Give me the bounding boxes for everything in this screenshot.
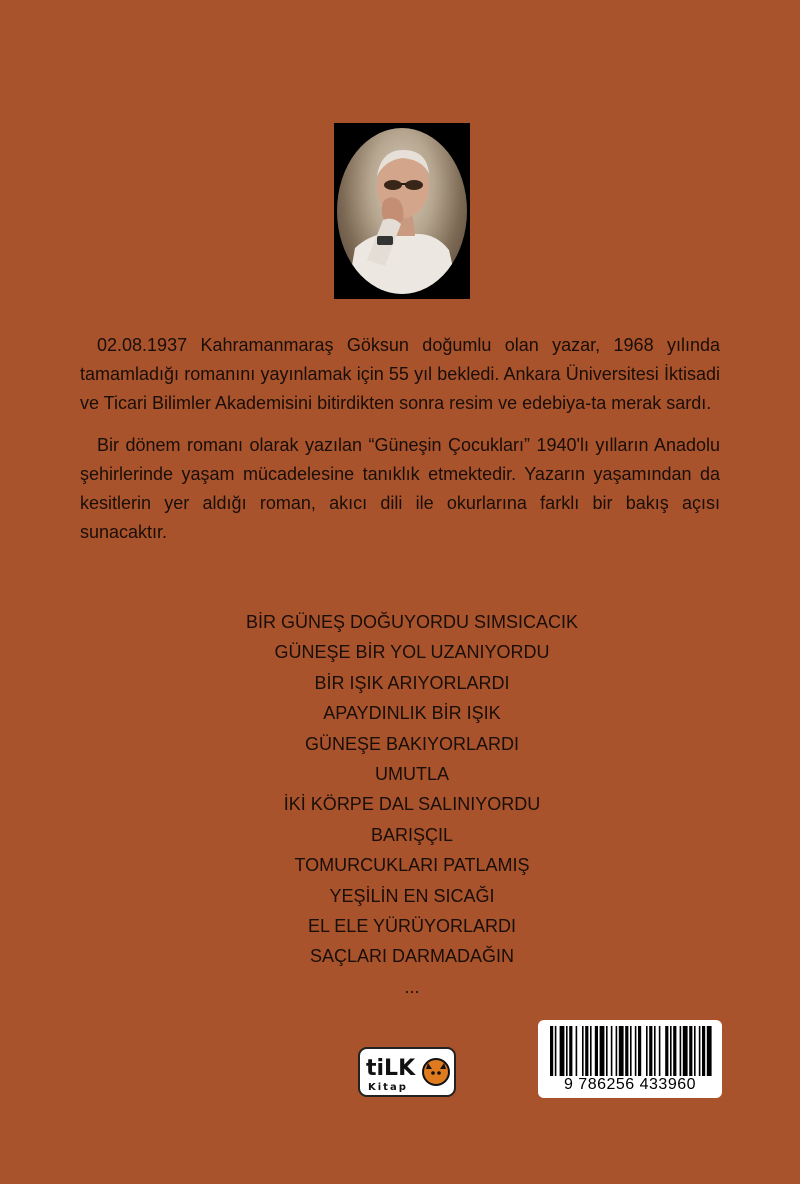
poem-line: EL ELE YÜRÜYORLARDI [307, 916, 517, 937]
poem-line: GÜNEŞE BAKIYORLARDI [304, 733, 520, 754]
poem-line: ... [404, 976, 420, 997]
poem-line: İKİ KÖRPE DAL SALINIYORDU [283, 794, 541, 815]
poem-line: BARIŞÇIL [370, 824, 454, 845]
poem-line: YEŞİLİN EN SICAĞI [329, 885, 495, 906]
author-photo [337, 128, 467, 294]
poem-line: SAÇLARI DARMADAĞIN [309, 946, 515, 967]
svg-text:Kitap: Kitap [368, 1082, 408, 1093]
isbn-number: 9 786256 433960 [563, 1076, 697, 1093]
poem-line: BİR GÜNEŞ DOĞUYORDU SIMSICACIK [245, 612, 579, 632]
svg-text:tiLK: tiLK [366, 1056, 416, 1081]
isbn-barcode [538, 1020, 722, 1098]
fox-logo-icon [358, 1047, 456, 1097]
author-portrait-illustration [337, 128, 467, 294]
author-photo-frame [334, 123, 470, 299]
bio-paragraph: 02.08.1937 Kahramanmaraş Göksun doğumlu olan yazar, 1968 yılında tamamladığı romanını yayınlamak için 55 yıl bekledi. Ankara Üniversitesi İktisadi ve Ticari Bilimler Akademisini bitirdikten sonra resim ve edebiya-ta merak sardı. [80, 335, 720, 413]
poem-line: TOMURCUKLARI PATLAMIŞ [294, 855, 530, 876]
publisher-logo [358, 1047, 456, 1097]
poem-line: UMUTLA [374, 764, 449, 785]
poem-line: APAYDINLIK BİR IŞIK [323, 703, 501, 724]
bio-paragraph: Bir dönem romanı olarak yazılan “Güneşin Çocukları” 1940'lı yılların Anadolu şehirlerinde yaşam mücadelesine tanıklık etmektedir. Yazarın yaşamından da kesitlerin yer aldığı roman, akıcı dili ile okurlarına farklı bir bakış açısı sunacaktır. [80, 435, 720, 542]
poem-line: BİR IŞIK ARIYORLARDI [314, 672, 510, 693]
author-bio [80, 331, 720, 560]
poem-line: GÜNEŞE BİR YOL UZANIYORDU [274, 642, 550, 663]
poem-excerpt [0, 607, 800, 1002]
